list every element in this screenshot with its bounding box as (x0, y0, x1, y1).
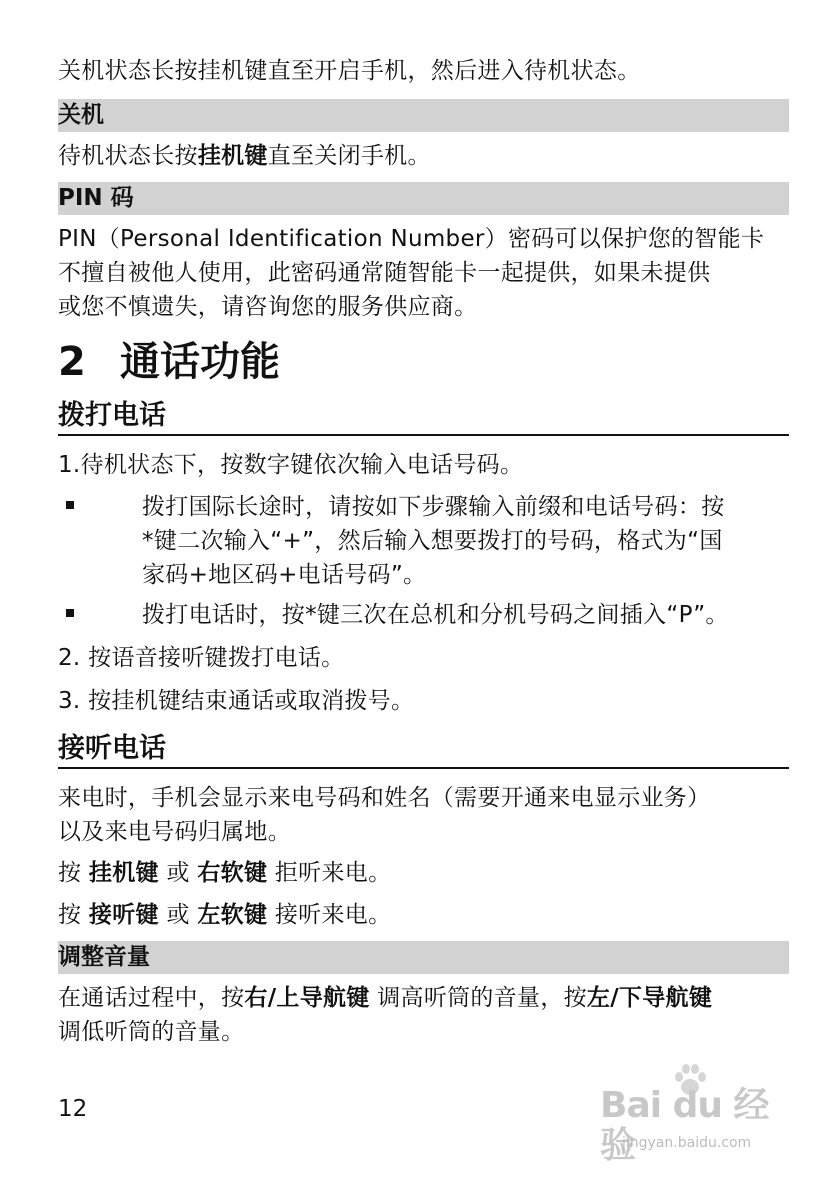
accept-key-2: 左软键 (197, 902, 268, 928)
section-bar-poweroff (58, 99, 789, 132)
dial-bullet-1-line-1: 拨打国际长途时，请按如下步骤输入前缀和电话号码：按 (142, 494, 725, 520)
watermark-logo: Bai du 经验 (600, 1085, 769, 1166)
intro-text: 关机状态长按挂机键直至开启手机，然后进入待机状态。 (58, 58, 641, 84)
dial-step-3: 3. 按挂机键结束通话或取消拨号。 (58, 688, 415, 714)
accept-mid: 或 (158, 902, 198, 928)
pin-line-3: 或您不慎遗失，请咨询您的服务供应商。 (58, 294, 478, 320)
reject-key-1: 挂机键 (88, 860, 159, 886)
poweroff-text (58, 139, 789, 173)
dial-step-2: 2. 按语音接听键拨打电话。 (58, 645, 345, 671)
poweroff-key: 挂机键 (197, 143, 268, 169)
poweroff-text-pre: 待机状态长按 (58, 143, 198, 169)
section-bar-volume (58, 941, 789, 974)
volume-heading: 调整音量 (58, 944, 150, 970)
volume-key-down: 左/下导航键 (586, 985, 713, 1011)
pin-heading: PIN 码 (58, 185, 134, 211)
pin-line-2: 不擅自被他人使用，此密码通常随智能卡一起提供，如果未提供 (58, 260, 711, 286)
page-number: 12 (58, 1096, 88, 1122)
chapter-title (58, 338, 280, 386)
poweroff-heading: 关机 (58, 102, 104, 128)
reject-key-2: 右软键 (197, 860, 268, 886)
volume-pre: 在通话过程中，按 (58, 985, 245, 1011)
reject-call-text (58, 856, 789, 890)
accept-post: 接听来电。 (267, 902, 392, 928)
volume-line-2: 调低听筒的音量。 (58, 1019, 245, 1045)
accept-key-1: 接听键 (88, 902, 159, 928)
accept-call-text (58, 898, 789, 932)
dial-bullet-2: 拨打电话时，按*键三次在总机和分机号码之间插入“P”。 (142, 602, 729, 628)
chapter-number: 2 (58, 339, 86, 385)
dial-bullet-1-line-3: 家码+地区码+电话号码”。 (142, 562, 427, 588)
volume-mid: 调高听筒的音量，按 (369, 985, 587, 1011)
poweroff-text-post: 直至关闭手机。 (267, 143, 431, 169)
chapter-title-text: 通话功能 (120, 339, 280, 385)
volume-line-1 (58, 981, 789, 1015)
section-bar-pin (58, 182, 789, 215)
reject-post: 拒听来电。 (267, 860, 392, 886)
dial-heading: 拨打电话 (58, 398, 789, 436)
answer-heading: 接听电话 (58, 731, 789, 769)
dial-step-1: 1.待机状态下，按数字键依次输入电话号码。 (58, 452, 524, 478)
answer-line-1: 来电时，手机会显示来电号码和姓名（需要开通来电显示业务） (58, 785, 711, 811)
reject-mid: 或 (158, 860, 198, 886)
baidu-watermark (600, 1060, 790, 1166)
pin-line-1: PIN（Personal Identification Number）密码可以保护您的智能卡 (58, 226, 765, 252)
accept-pre: 按 (58, 902, 89, 928)
bullet-marker (66, 609, 74, 617)
answer-line-2: 以及来电号码归属地。 (58, 819, 291, 845)
watermark-url: jingyan.baidu.com (622, 1135, 752, 1151)
reject-pre: 按 (58, 860, 89, 886)
volume-key-up: 右/上导航键 (244, 985, 370, 1011)
bullet-marker (66, 501, 74, 509)
dial-bullet-1-line-2: *键二次输入“+”，然后输入想要拨打的号码，格式为“国 (142, 528, 723, 554)
